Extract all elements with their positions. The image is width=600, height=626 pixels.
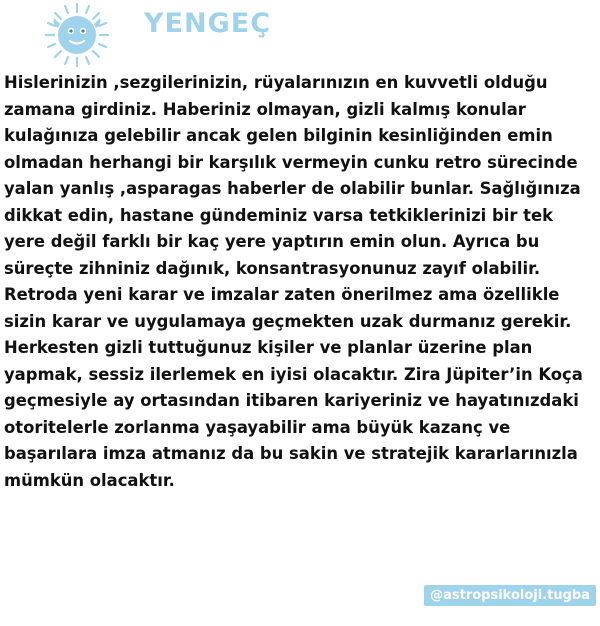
paragraph: Hislerinizin ,sezgilerinizin, rüyalarınızın en kuvvetli olduğu zamana girdiniz. Haberiniz olmayan, gizli kalmış konular kulağınıza gelebilir ancak gelen bilginin kesinliğinden emin olmadan herhangi bir karşılık vermeyin cunku retro sürecinde yalan yanlış ,asparagas haberler de olabilir bunlar. Sağlığınıza dikkat edin, hastane gündeminiz varsa tetkiklerinizi bir tek yere değil farklı bir kaç yere yaptırın emin olun. Ayrıca bu süreçte zihniniz dağınık, konsantrasyonunuz zayıf olabilir. — [4, 73, 581, 278]
paragraph: Retroda yeni karar ve imzalar zaten önerilmez ama özellikle sizin karar ve uygulamaya geçmekten uzak durmanız gerekir. Herkesten gizli tuttuğunuz kişiler ve planlar üzerine plan yapmak, sessiz ilerlemek en iyisi olacaktır. Zira Jüpiter’in Koça geçmesiyle ay ortasından itibaren kariyeriniz ve hayatınızdaki otoritelerle zorlanma yaşayabilir ama büyük kazanç ve başarılara imza atmanız da bu sakin ve stratejik kararlarınızla mümkün olacaktır. — [4, 285, 583, 490]
watermark-handle: @astropsikoloji.tugba — [424, 585, 596, 606]
header — [44, 0, 344, 72]
horoscope-text — [4, 70, 598, 494]
cancer-zodiac-icon — [44, 2, 110, 68]
page-title: YENGEÇ — [144, 8, 272, 39]
